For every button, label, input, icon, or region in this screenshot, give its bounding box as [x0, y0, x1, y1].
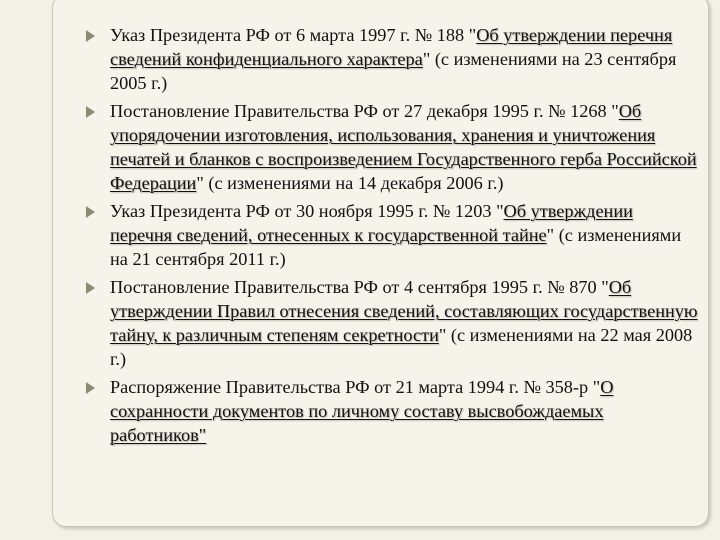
document-link[interactable]: Об утверждении перечня сведений, отнесенных к государственной тайне — [110, 201, 633, 245]
list-item — [86, 99, 698, 195]
item-note: " (с изменениями на 23 сентября 2005 г.) — [110, 49, 677, 93]
triangle-bullet-icon — [86, 282, 95, 294]
item-note: " (с изменениями на 22 мая 2008 г.) — [110, 325, 693, 369]
triangle-bullet-icon — [86, 382, 95, 394]
triangle-bullet-icon — [86, 30, 95, 42]
document-link[interactable]: О сохранности документов по личному составу высвобождаемых работников" — [110, 377, 614, 445]
document-link[interactable]: Об утверждении Правил отнесения сведений, составляющих государственную тайну, к различным степеням секретности — [110, 277, 698, 345]
item-text: Указ Президента РФ от 6 марта 1997 г. № 188 " — [110, 25, 477, 45]
bullet-list — [86, 23, 698, 451]
item-note: " (с изменениями на 21 сентября 2011 г.) — [110, 225, 682, 269]
item-text: Распоряжение Правительства РФ от 21 марта 1994 г. № 358-р " — [110, 377, 601, 397]
item-text: Постановление Правительства РФ от 4 сентября 1995 г. № 870 " — [110, 277, 609, 297]
list-item — [86, 199, 698, 271]
item-text: Указ Президента РФ от 30 ноября 1995 г. № 1203 " — [110, 201, 504, 221]
list-item — [86, 275, 698, 371]
document-link[interactable]: Об упорядочении изготовления, использования, хранения и уничтожения печатей и бланков с воспроизведением Государственного герба Российской Федерации — [110, 101, 697, 193]
item-text: Постановление Правительства РФ от 27 декабря 1995 г. № 1268 " — [110, 101, 619, 121]
triangle-bullet-icon — [86, 106, 95, 118]
document-link[interactable]: Об утверждении перечня сведений конфиденциального характера — [110, 25, 673, 69]
triangle-bullet-icon — [86, 206, 95, 218]
item-note: " (с изменениями на 14 декабря 2006 г.) — [196, 173, 504, 193]
list-item — [86, 23, 698, 95]
list-item — [86, 375, 698, 447]
